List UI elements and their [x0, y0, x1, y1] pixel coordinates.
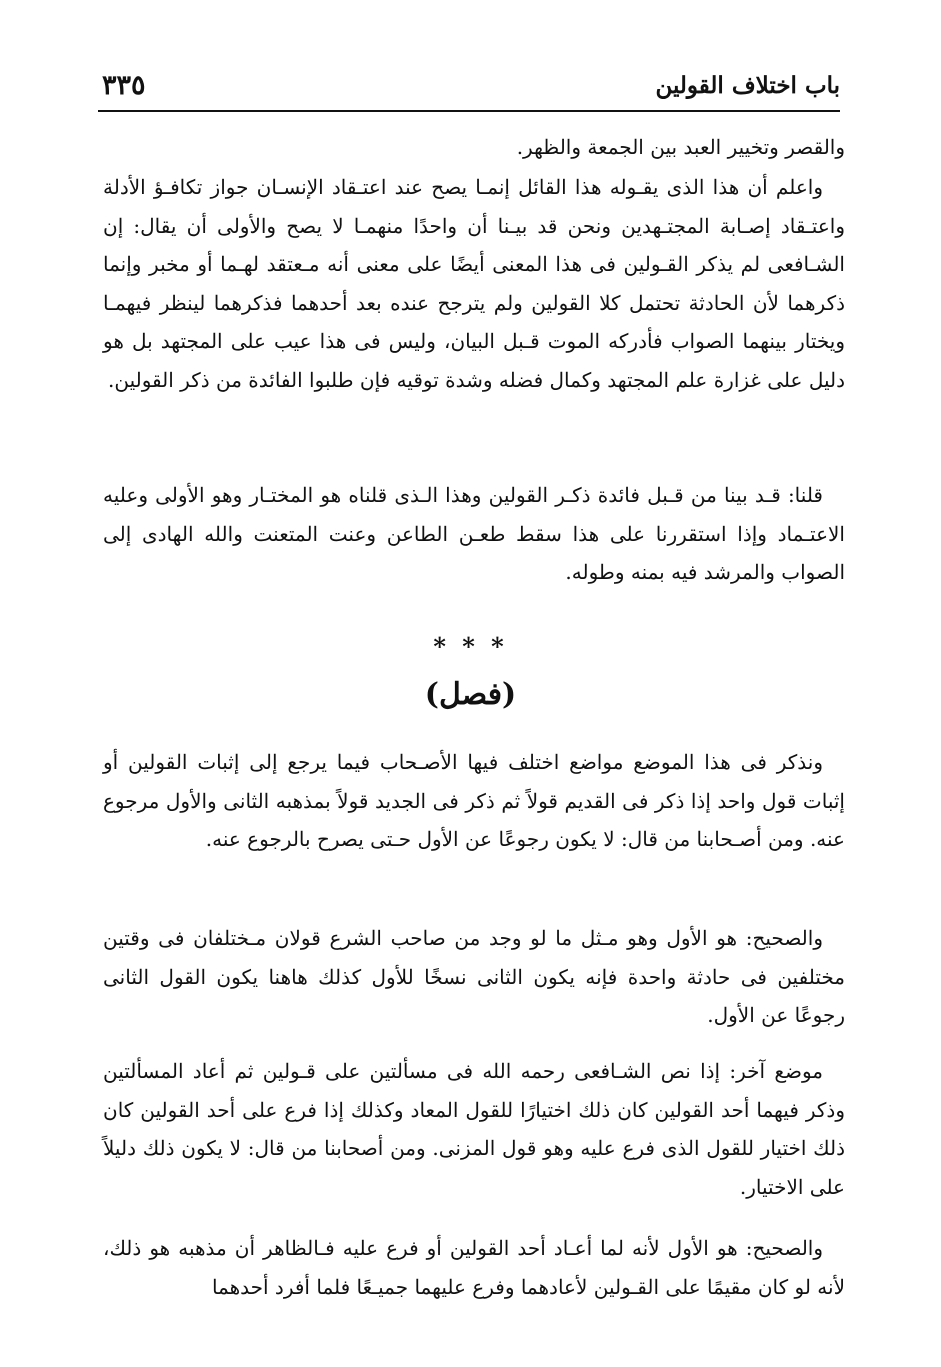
paragraph-qulna: قلنا: قـد بينا من قـبل فائدة ذكـر القولين وهذا الـذى قلناه هو المختـار وهو الأولى وعليه الاعتـماد وإذا استقررنا على هذا سقط طعـن الطاعن وعنت المتعنت والله الهادى إلى الصواب والمرشد فيه بمنه وطوله.	[103, 483, 845, 584]
section-title: (فصل)	[424, 677, 517, 712]
paragraph-wa-ilam: واعلم أن هذا الذى يقـوله هذا القائل إنمـا يصح عند اعتـقاد الإنسـان جواز تكافـؤ الأدلة واعتـقاد إصـابة المجتـهدين ونحن قد بيـنا أن واحدًا منهمـا لا يصح والأولى أن يقال: إن الشـافعى لم يذكر القـولين فى هذا المعنى أيضًا على معنى أنه مـعتقد لهـما أو مخبر وإنما ذكرهما لأن الحادثة تحتمل كلا القولين ولم يترجح عنده بعد أحدهما فذكرهما لينظر فيهمـا ويختار بينهما الصواب فأدركه الموت قـبل البيان، وليس فى هذا عيب على المجتهد بل هو دليل على غزارة علم المجتهد وكمال فضله وشدة توقيه فإن طلبوا الفائدة من ذكر القولين.	[103, 175, 845, 392]
section-separator: * * *	[433, 632, 508, 661]
page-header	[98, 70, 840, 112]
paragraph-sahih-1: والصحيح: هو الأول وهو مـثل ما لو وجد من صاحب الشرع قولان مـختلفان فى وقتين مختلفين فى حادثة واحدة فإنه يكون الثانى نسخًا للأول كذلك هاهنا يكون القول الثانى رجوعًا عن الأول.	[103, 926, 845, 1027]
running-title: باب اختلاف القولين	[655, 72, 840, 99]
paragraph-continuation: والقصر وتخيير العبد بين الجمعة والظهر.	[516, 135, 845, 159]
paragraph-mawdi-akhar: موضع آخر: إذا نص الشـافعى رحمه الله فى مسألتين على قـولين ثم أعاد المسألتين وذكر فيهما أحد القولين كان ذلك اختيارًا للقول المعاد وكذلك إذا فرع على أحد القولين كان ذلك اختيار للقول الذى فرع عليه وهو قول المزنى. ومن أصحابنا من قال: لا يكون ذلك دليلاً على الاختيار.	[103, 1059, 845, 1199]
paragraph-wa-nadhkur: ونذكر فى هذا الموضع مواضع اختلف فيها الأصـحاب فيما يرجع إلى إثبات القولين أو إثبات قول واحد إذا ذكر فى القديم قولاً ثم ذكر فى الجديد قولاً بمذهبه الثانى والأول مرجوع عنه. ومن أصـحابنا من قال: لا يكون رجوعًا عن الأول حـتى يصرح بالرجوع عنه.	[103, 750, 845, 851]
paragraph-sahih-2: والصحيح: هو الأول لأنه لما أعـاد أحد القولين أو فرع عليه فـالظاهر أن مذهبه هو ذلك، لأنه لو كان مقيمًا على القـولين لأعادهما وفرع عليهما جميـعًا فلما أفرد أحدهما	[103, 1236, 845, 1299]
page-number: ٣٣٥	[102, 70, 146, 101]
